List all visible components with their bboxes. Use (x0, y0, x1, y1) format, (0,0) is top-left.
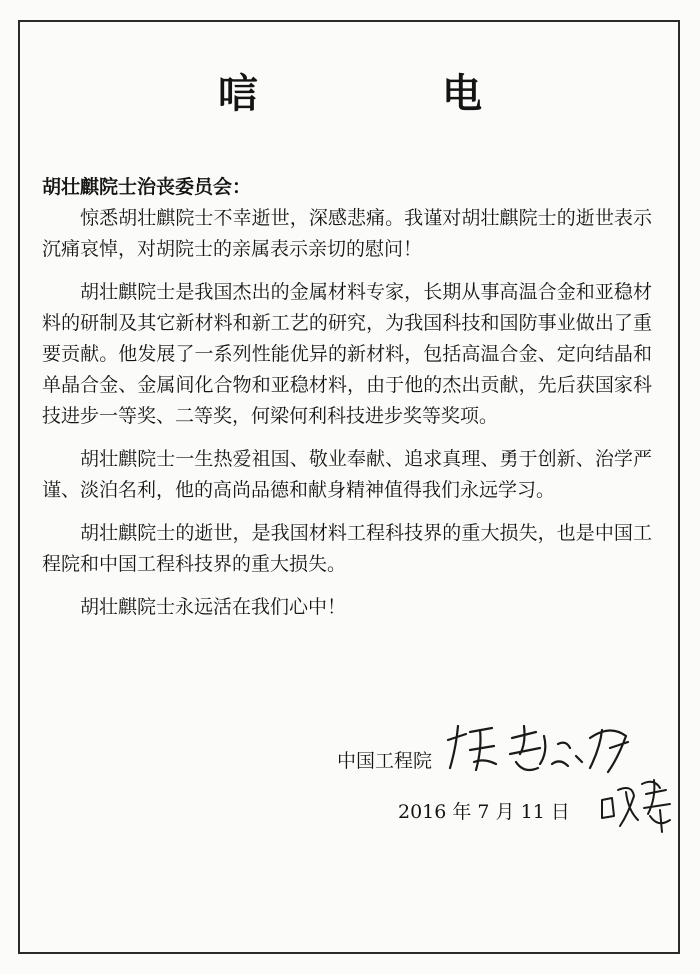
document-title: 唁 电 (218, 71, 554, 117)
salutation: 胡壮麒院士治丧委员会： (42, 176, 252, 198)
paragraph-3: 胡壮麒院士一生热爱祖国、敬业奉献、追求真理、勇于创新、治学严谨、淡泊名利，他的高尚品德和献身精神值得我们永远学习。 (42, 448, 652, 501)
letter-body (42, 172, 652, 635)
paragraph-4: 胡壮麒院士的逝世，是我国材料工程科技界的重大损失，也是中国工程院和中国工程科技界的重大损失。 (42, 522, 652, 575)
date: 2016 年 7 月 11 日 (398, 801, 570, 823)
paragraph-2: 胡壮麒院士是我国杰出的金属材料专家，长期从事高温合金和亚稳材料的研制及其它新材料和新工艺的研究，为我国科技和国防事业做出了重要贡献。他发展了一系列性能优异的新材料，包括高温合金、定向结晶和单晶合金、金属间化合物和亚稳材料，由于他的杰出贡献，先后获国家科技进步一等奖、二等奖，何梁何利科技进步奖等奖项。 (42, 281, 652, 427)
paragraph-1: 惊悉胡壮麒院士不幸逝世，深感悲痛。我谨对胡壮麒院士的逝世表示沉痛哀悼，对胡院士的亲属表示亲切的慰问！ (42, 207, 652, 260)
sender-organization: 中国工程院 (337, 750, 433, 772)
signature-2 (598, 770, 678, 838)
paragraph-5: 胡壮麒院士永远活在我们心中！ (80, 596, 347, 618)
